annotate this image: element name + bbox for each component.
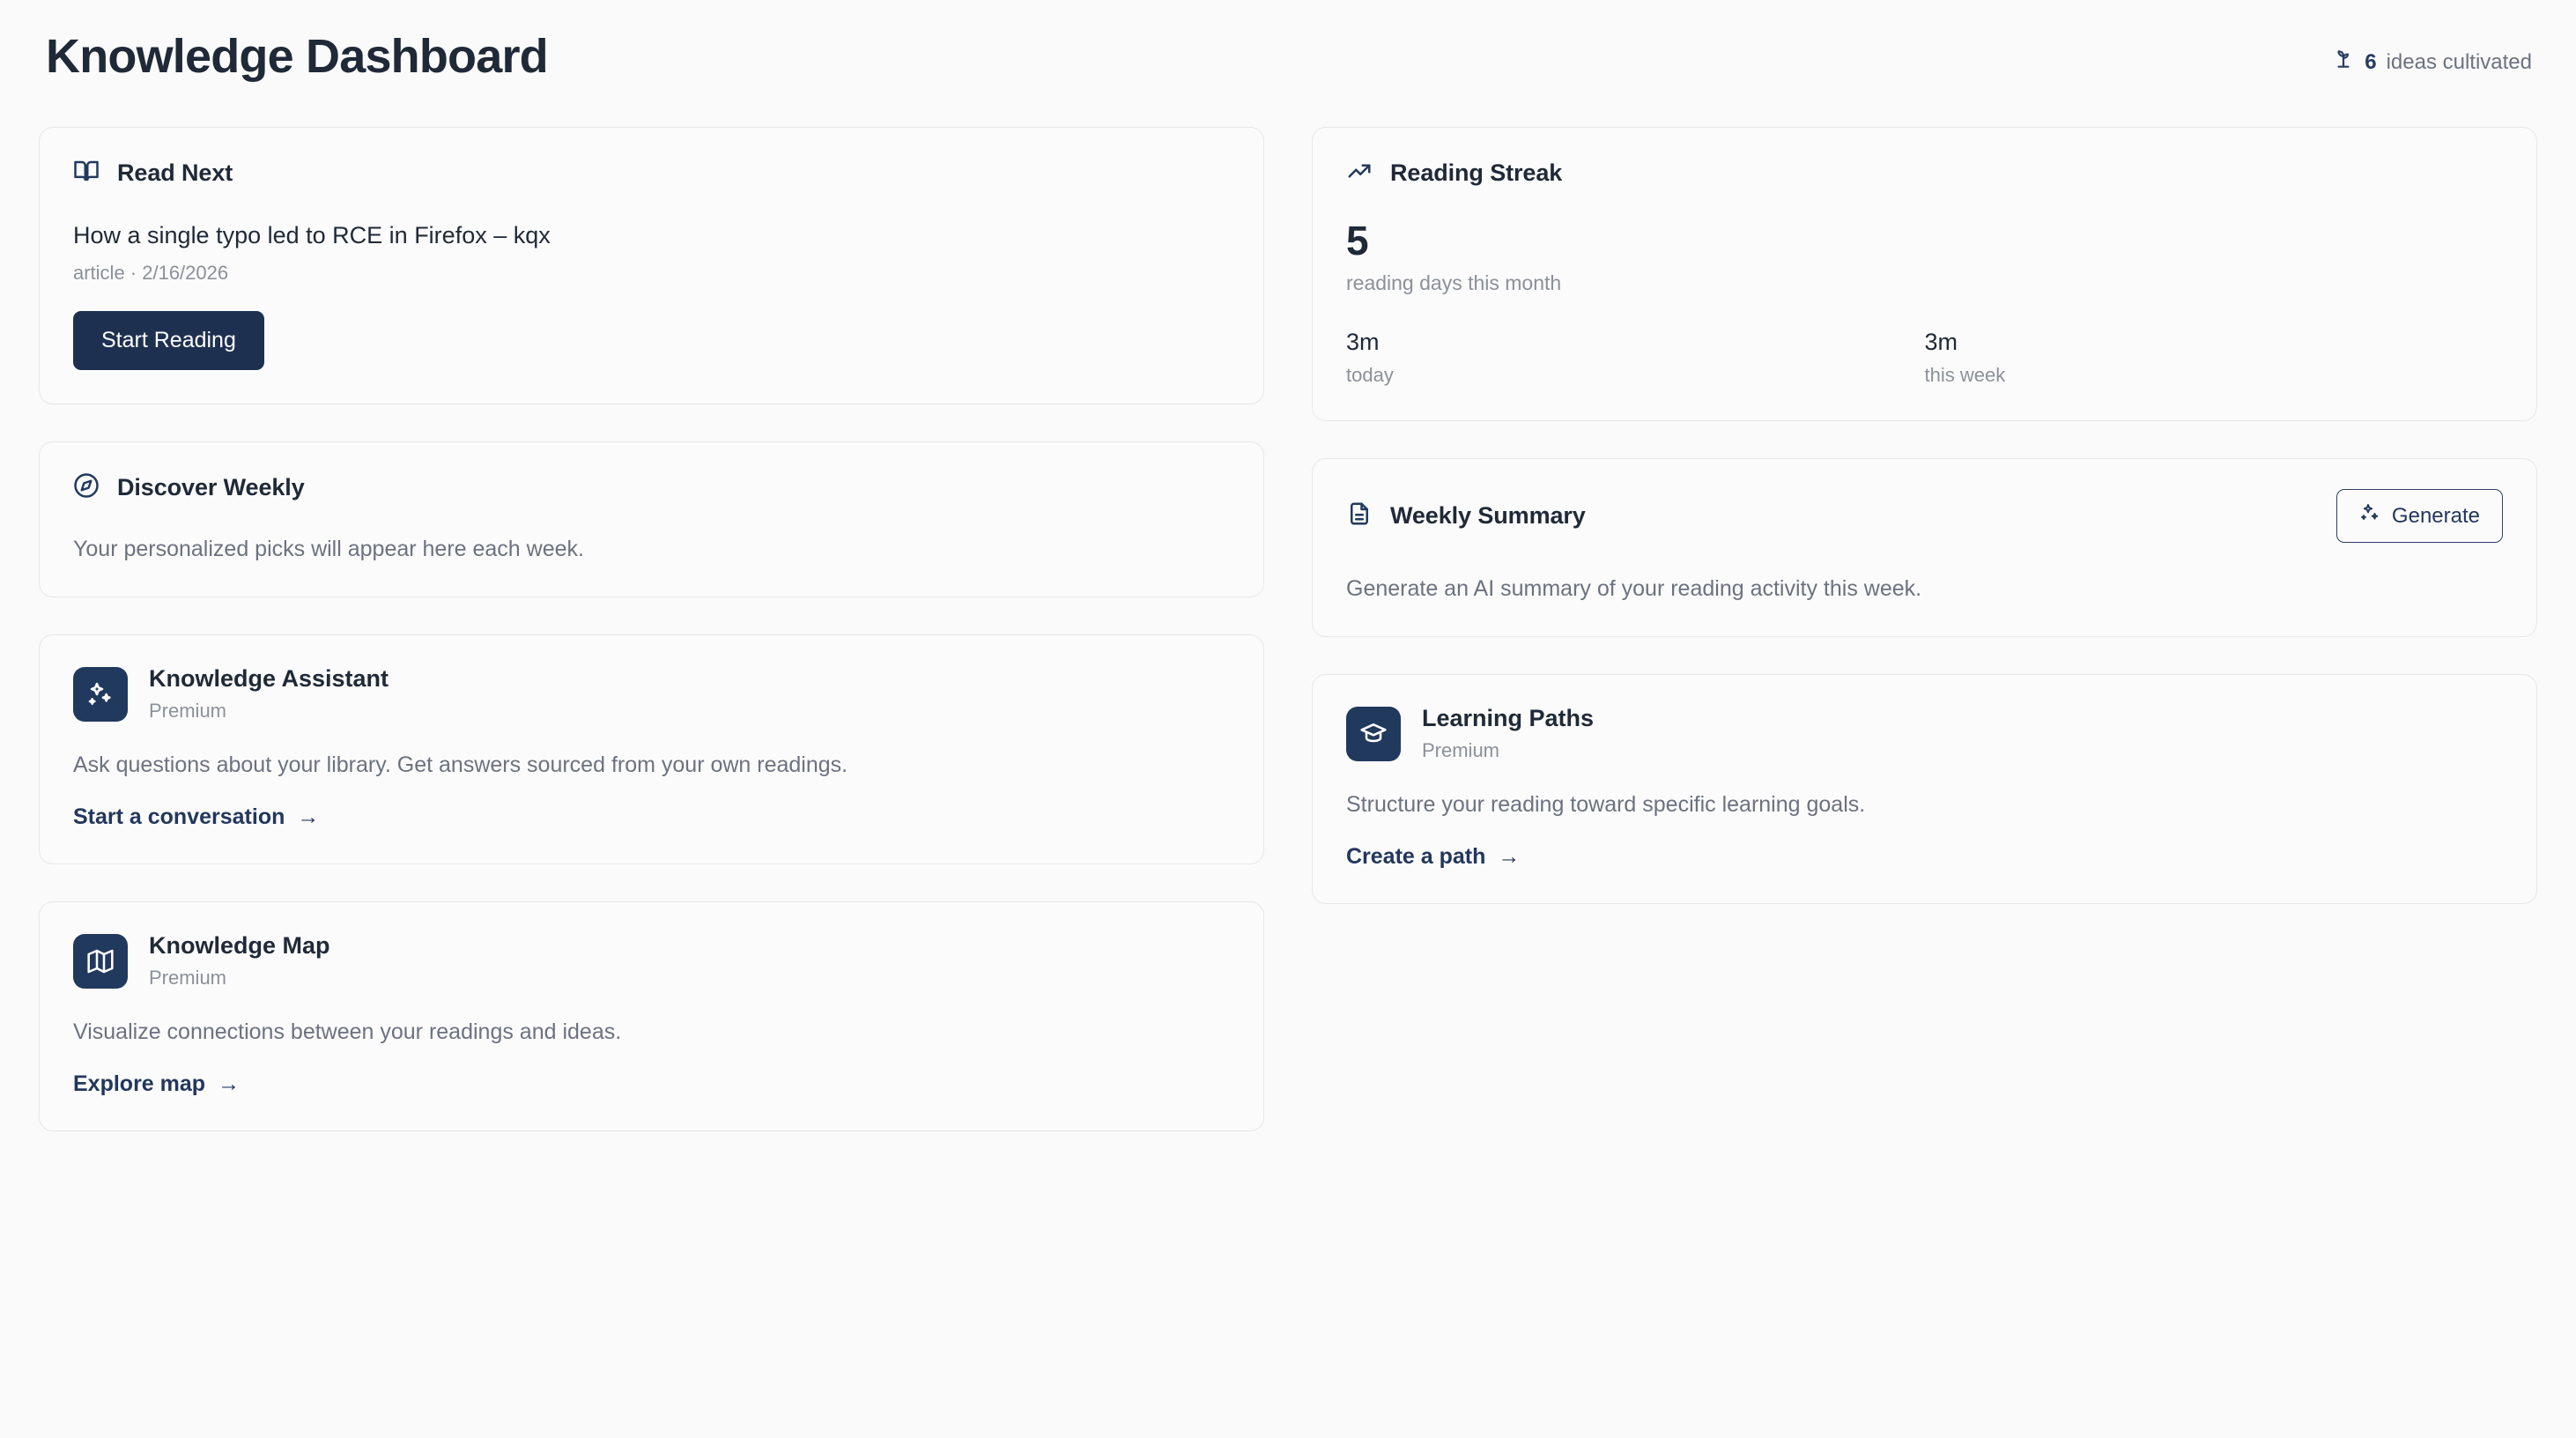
- left-column: [39, 127, 1264, 1131]
- arrow-right-icon: →: [297, 804, 320, 829]
- discover-weekly-title: Discover Weekly: [117, 474, 305, 500]
- learning-paths-header: [1346, 705, 2503, 762]
- reading-streak-title: Reading Streak: [1390, 159, 1563, 186]
- read-next-title: Read Next: [117, 159, 233, 186]
- knowledge-assistant-desc: Ask questions about your library. Get answers sourced from your own readings.: [73, 752, 848, 777]
- discover-weekly-body: Your personalized picks will appear here each week.: [73, 537, 584, 561]
- create-a-path-link[interactable]: [1346, 844, 1520, 870]
- stat-this-week-value: 3m: [1924, 329, 1958, 355]
- weekly-summary-body: Generate an AI summary of your reading activity this week.: [1346, 576, 1922, 601]
- explore-map-link[interactable]: [73, 1071, 240, 1097]
- discover-weekly-card: [39, 441, 1264, 597]
- reading-streak-header: [1346, 158, 2503, 189]
- ideas-cultivated-indicator: [2332, 48, 2532, 77]
- generate-button[interactable]: [2336, 489, 2503, 543]
- arrow-right-icon: →: [218, 1071, 241, 1096]
- knowledge-assistant-card: [39, 634, 1264, 864]
- discover-weekly-header: [73, 472, 1230, 503]
- reading-streak-days-label: reading days this month: [1346, 271, 1562, 294]
- weekly-summary-title-group: [1346, 500, 1586, 531]
- weekly-summary-card: [1312, 458, 2537, 637]
- read-next-card: [39, 127, 1264, 404]
- weekly-summary-title: Weekly Summary: [1390, 502, 1586, 529]
- sparkle-chat-icon: [73, 667, 128, 722]
- start-reading-button[interactable]: Start Reading: [73, 311, 264, 370]
- stat-today-label: today: [1346, 364, 1394, 386]
- map-icon: [73, 934, 128, 989]
- create-a-path-label: Create a path: [1346, 844, 1486, 869]
- trending-up-icon: [1346, 158, 1373, 189]
- cards-grid: [39, 127, 2537, 1131]
- read-next-item-title: How a single typo led to RCE in Firefox – kqx: [73, 222, 551, 248]
- reading-streak-card: [1312, 127, 2537, 421]
- knowledge-map-name: Knowledge Map: [149, 932, 330, 959]
- book-open-icon: [73, 158, 100, 189]
- sparkles-icon: [2359, 502, 2380, 530]
- knowledge-assistant-name: Knowledge Assistant: [149, 665, 389, 692]
- knowledge-map-badge: Premium: [149, 967, 227, 989]
- knowledge-map-header: [73, 932, 1230, 990]
- knowledge-map-desc: Visualize connections between your readings and ideas.: [73, 1019, 622, 1044]
- stat-today: [1346, 329, 1925, 387]
- document-icon: [1346, 500, 1373, 531]
- stat-this-week-label: this week: [1924, 364, 2006, 386]
- page-title: Knowledge Dashboard: [46, 30, 548, 83]
- sprout-icon: [2332, 48, 2355, 77]
- start-a-conversation-label: Start a conversation: [73, 804, 285, 829]
- page-header: [39, 30, 2537, 83]
- learning-paths-card: [1312, 674, 2537, 904]
- generate-label: Generate: [2391, 503, 2480, 528]
- start-a-conversation-link[interactable]: [73, 804, 319, 830]
- ideas-label: ideas cultivated: [2386, 49, 2532, 74]
- compass-icon: [73, 472, 100, 503]
- learning-paths-name: Learning Paths: [1422, 705, 1595, 731]
- knowledge-map-card: [39, 901, 1264, 1131]
- weekly-summary-header: [1346, 489, 2503, 543]
- graduation-cap-icon: [1346, 707, 1401, 761]
- knowledge-assistant-badge: Premium: [149, 700, 227, 722]
- knowledge-assistant-header: [73, 665, 1230, 723]
- read-next-header: [73, 158, 1230, 189]
- ideas-count: 6: [2365, 49, 2377, 74]
- arrow-right-icon: →: [1498, 844, 1521, 869]
- read-next-item-meta: article · 2/16/2026: [73, 262, 229, 284]
- learning-paths-desc: Structure your reading toward specific learning goals.: [1346, 792, 1866, 817]
- learning-paths-badge: Premium: [1422, 739, 1500, 761]
- stat-this-week: [1925, 329, 2504, 387]
- right-column: [1312, 127, 2537, 904]
- reading-streak-days: 5: [1346, 218, 1369, 263]
- explore-map-label: Explore map: [73, 1071, 206, 1096]
- reading-streak-stats: [1346, 329, 2503, 387]
- stat-today-value: 3m: [1346, 329, 1380, 355]
